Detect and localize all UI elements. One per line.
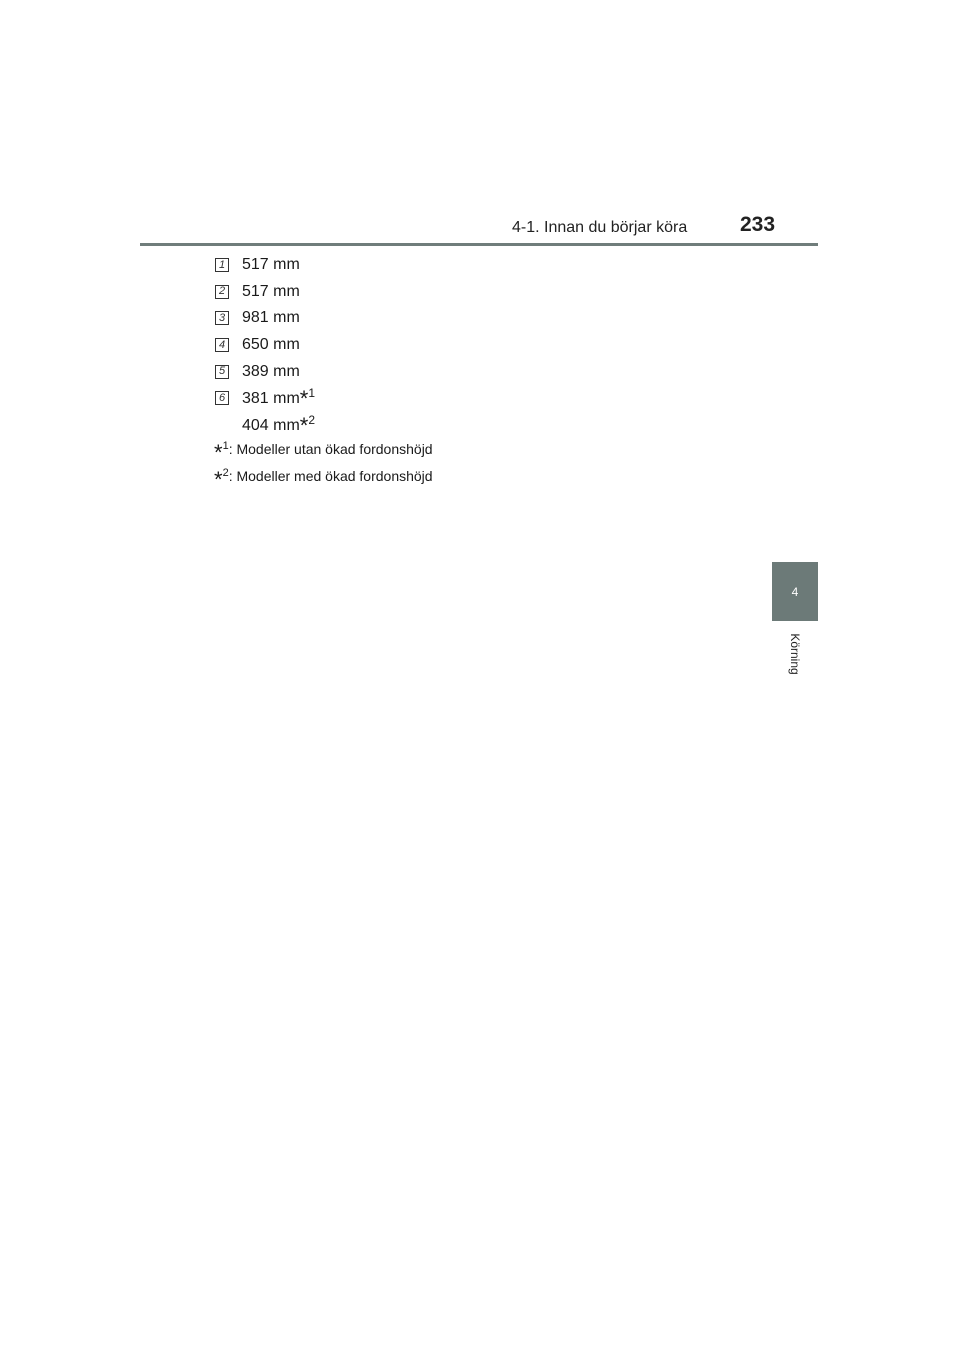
item-number-badge: 3 bbox=[215, 311, 229, 325]
header-section-title: 4-1. Innan du börjar köra bbox=[512, 219, 688, 236]
footnote-text: : Modeller utan ökad fordonshöjd bbox=[228, 441, 433, 457]
list-item bbox=[215, 385, 315, 412]
footnote-asterisk: * bbox=[214, 467, 223, 492]
footnote-asterisk: * bbox=[214, 440, 223, 465]
header-divider bbox=[140, 243, 818, 246]
list-item bbox=[215, 252, 315, 279]
item-value: 981 mm bbox=[242, 309, 300, 327]
item-value-text: 381 mm bbox=[242, 390, 300, 408]
measurement-list bbox=[215, 252, 315, 438]
footnote-ref: 2 bbox=[308, 412, 316, 427]
item-value: 517 mm bbox=[242, 282, 300, 300]
item-number-badge: 4 bbox=[215, 338, 229, 352]
item-number-badge: 6 bbox=[215, 391, 229, 405]
footnote-asterisk: * bbox=[299, 412, 309, 438]
footnote-text: : Modeller med ökad fordonshöjd bbox=[228, 468, 433, 484]
chapter-number: 4 bbox=[791, 584, 799, 599]
item-value bbox=[242, 413, 315, 437]
item-value: 389 mm bbox=[242, 362, 300, 380]
list-item bbox=[215, 279, 315, 306]
footnote-1 bbox=[214, 440, 433, 464]
item-number-badge: 2 bbox=[215, 285, 229, 299]
item-value bbox=[242, 386, 315, 410]
footnote-2 bbox=[214, 467, 433, 491]
footnote-ref: 1 bbox=[308, 386, 316, 401]
footnote-ref: 1 bbox=[222, 440, 229, 452]
header-page-number: 233 bbox=[740, 213, 776, 236]
list-item bbox=[215, 305, 315, 332]
chapter-label: Körning bbox=[788, 633, 802, 675]
item-number-badge: 1 bbox=[215, 258, 229, 272]
item-value: 650 mm bbox=[242, 336, 300, 354]
list-item bbox=[215, 412, 315, 439]
item-value-text: 404 mm bbox=[242, 416, 300, 434]
item-value: 517 mm bbox=[242, 256, 300, 274]
list-item bbox=[215, 358, 315, 385]
footnote-asterisk: * bbox=[299, 386, 309, 412]
footnote-ref: 2 bbox=[222, 467, 229, 479]
chapter-tab bbox=[772, 562, 818, 621]
item-number-badge: 5 bbox=[215, 365, 229, 379]
list-item bbox=[215, 332, 315, 359]
